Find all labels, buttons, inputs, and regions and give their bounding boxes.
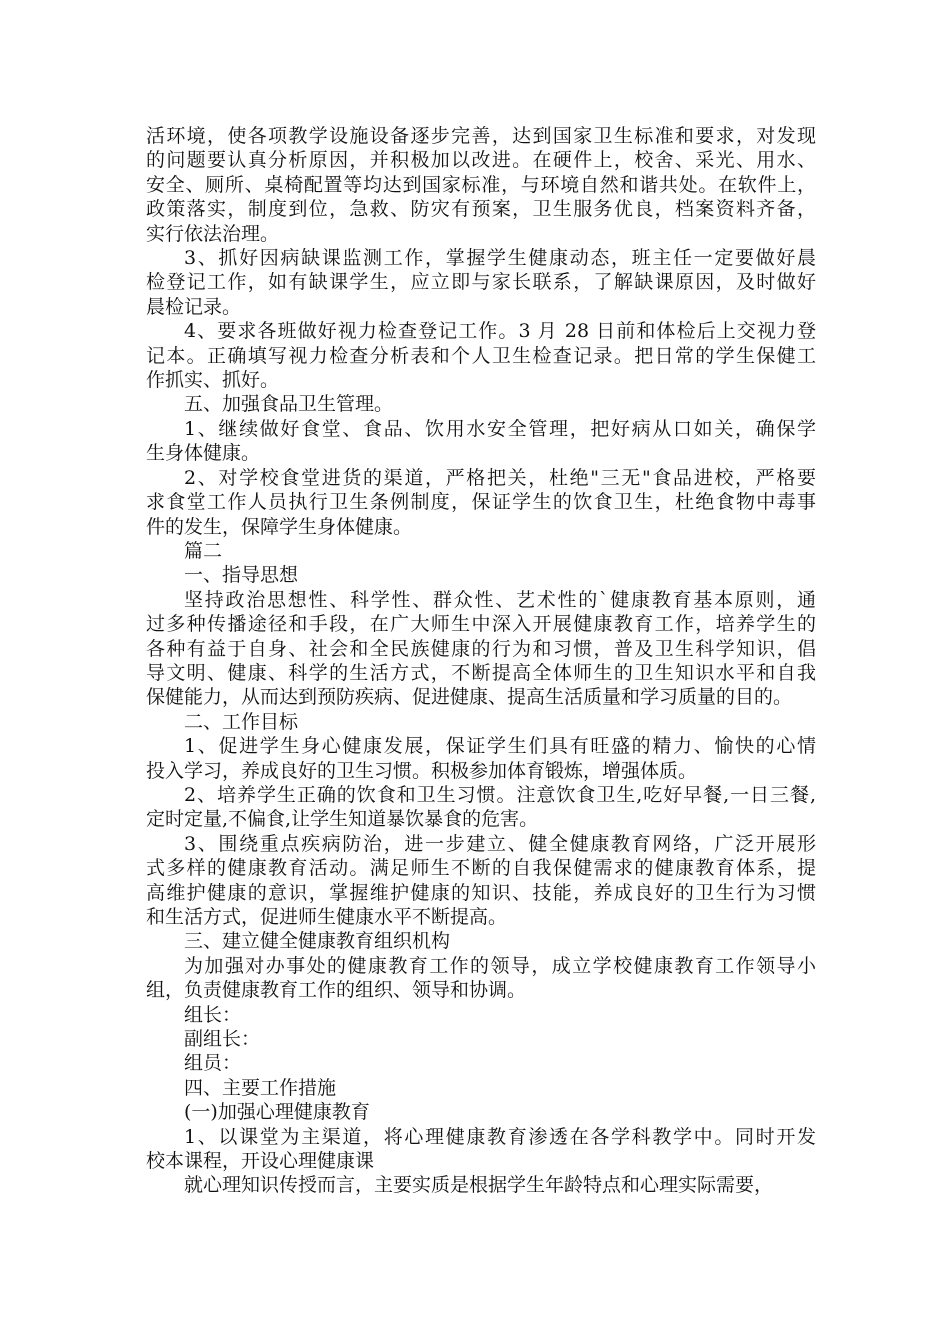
text-line: 保健能力，从而达到预防疾病、促进健康、提高生活质量和学习质量的目的。 bbox=[146, 686, 793, 709]
document-body bbox=[146, 124, 816, 1198]
text-line: 作抓实、抓好。 bbox=[146, 369, 280, 392]
text-line: 4、要求各班做好视力检查登记工作。3 月 28 日前和体检后上交视力登 bbox=[184, 320, 816, 343]
text-line: 篇二 bbox=[184, 539, 223, 562]
paragraph bbox=[146, 539, 816, 563]
text-line: 求食堂工作人员执行卫生条例制度，保证学生的饮食卫生，杜绝食物中毒事 bbox=[146, 491, 816, 514]
paragraph bbox=[146, 954, 816, 1003]
text-line: 记本。正确填写视力检查分析表和个人卫生检查记录。把日常的学生保健工 bbox=[146, 344, 816, 367]
paragraph bbox=[146, 124, 816, 246]
text-line: 校本课程，开设心理健康课 bbox=[146, 1150, 375, 1173]
text-line: 实行依法治理。 bbox=[146, 222, 280, 245]
text-line: 的问题要认真分析原因，并积极加以改进。在硬件上，校舍、采光、用水、 bbox=[146, 149, 816, 172]
paragraph bbox=[146, 563, 816, 587]
paragraph bbox=[146, 1173, 816, 1197]
paragraph bbox=[146, 783, 816, 832]
text-line: 安全、厕所、桌椅配置等均达到国家标准，与环境自然和谐共处。在软件上， bbox=[146, 173, 816, 196]
paragraph bbox=[146, 588, 816, 710]
text-line: 坚持政治思想性、科学性、群众性、艺术性的`健康教育基本原则，通 bbox=[184, 588, 816, 611]
paragraph bbox=[146, 710, 816, 734]
text-line: 式多样的健康教育活动。满足师生不断的自我保健需求的健康教育体系，提 bbox=[146, 857, 816, 880]
paragraph bbox=[146, 319, 816, 392]
paragraph bbox=[146, 1027, 816, 1051]
text-line: 就心理知识传授而言，主要实质是根据学生年龄特点和心理实际需要， bbox=[184, 1174, 774, 1197]
text-line: 1、促进学生身心健康发展，保证学生们具有旺盛的精力、愉快的心情 bbox=[184, 735, 816, 758]
text-line: (一)加强心理健康教育 bbox=[184, 1101, 370, 1124]
text-line: 1、以课堂为主渠道，将心理健康教育渗透在各学科教学中。同时开发 bbox=[184, 1125, 816, 1148]
text-line: 为加强对办事处的健康教育工作的领导，成立学校健康教育工作领导小 bbox=[184, 954, 816, 977]
text-line: 组长： bbox=[184, 1003, 242, 1026]
text-line: 活环境，使各项教学设施设备逐步完善，达到国家卫生标准和要求，对发现 bbox=[146, 125, 816, 147]
text-line: 各种有益于自身、社会和全民族健康的行为和习惯，普及卫生科学知识，倡 bbox=[146, 637, 816, 660]
text-line: 1、继续做好食堂、食品、饮用水安全管理，把好病从口如关，确保学 bbox=[184, 417, 816, 440]
text-line: 过多种传播途径和手段，在广大师生中深入开展健康教育工作，培养学生的 bbox=[146, 613, 816, 636]
paragraph bbox=[146, 1051, 816, 1075]
paragraph bbox=[146, 1076, 816, 1100]
text-line: 检登记工作，如有缺课学生，应立即与家长联系，了解缺课原因，及时做好 bbox=[146, 271, 816, 294]
text-line: 3、抓好因病缺课监测工作，掌握学生健康动态，班主任一定要做好晨 bbox=[184, 247, 816, 270]
text-line: 晨检记录。 bbox=[146, 295, 242, 318]
text-line: 高维护健康的意识，掌握维护健康的知识、技能，养成良好的卫生行为习惯 bbox=[146, 881, 816, 904]
text-line: 副组长： bbox=[184, 1028, 261, 1051]
text-line: 二、工作目标 bbox=[184, 710, 299, 733]
text-line: 三、建立健全健康教育组织机构 bbox=[184, 930, 451, 953]
text-line: 五、加强食品卫生管理。 bbox=[184, 393, 394, 416]
paragraph bbox=[146, 246, 816, 319]
paragraph bbox=[146, 832, 816, 930]
paragraph bbox=[146, 392, 816, 416]
text-line: 组，负责健康教育工作的组织、领导和协调。 bbox=[146, 979, 527, 1002]
text-line: 3、围绕重点疾病防治，进一步建立、健全健康教育网络，广泛开展形 bbox=[184, 832, 816, 855]
paragraph bbox=[146, 1100, 816, 1124]
text-line: 件的发生，保障学生身体健康。 bbox=[146, 515, 413, 538]
text-line: 2、培养学生正确的饮食和卫生习惯。注意饮食卫生,吃好早餐,一日三餐, bbox=[184, 783, 816, 806]
text-line: 组员： bbox=[184, 1052, 242, 1075]
text-line: 导文明、健康、科学的生活方式，不断提高全体师生的卫生知识水平和自我 bbox=[146, 661, 816, 684]
text-line: 2、对学校食堂进货的渠道，严格把关，杜绝"三无"食品进校，严格要 bbox=[184, 466, 816, 489]
paragraph bbox=[146, 1125, 816, 1174]
paragraph bbox=[146, 734, 816, 783]
text-line: 定时定量,不偏食,让学生知道暴饮暴食的危害。 bbox=[146, 808, 539, 831]
paragraph bbox=[146, 1003, 816, 1027]
text-line: 政策落实，制度到位，急救、防灾有预案，卫生服务优良，档案资料齐备， bbox=[146, 198, 816, 221]
text-line: 投入学习，养成良好的卫生习惯。积极参加体育锻炼，增强体质。 bbox=[146, 759, 698, 782]
text-line: 一、指导思想 bbox=[184, 564, 299, 587]
paragraph bbox=[146, 466, 816, 539]
text-line: 四、主要工作措施 bbox=[184, 1076, 337, 1099]
text-line: 生身体健康。 bbox=[146, 442, 261, 465]
text-line: 和生活方式，促进师生健康水平不断提高。 bbox=[146, 906, 508, 928]
paragraph bbox=[146, 417, 816, 466]
paragraph bbox=[146, 929, 816, 953]
